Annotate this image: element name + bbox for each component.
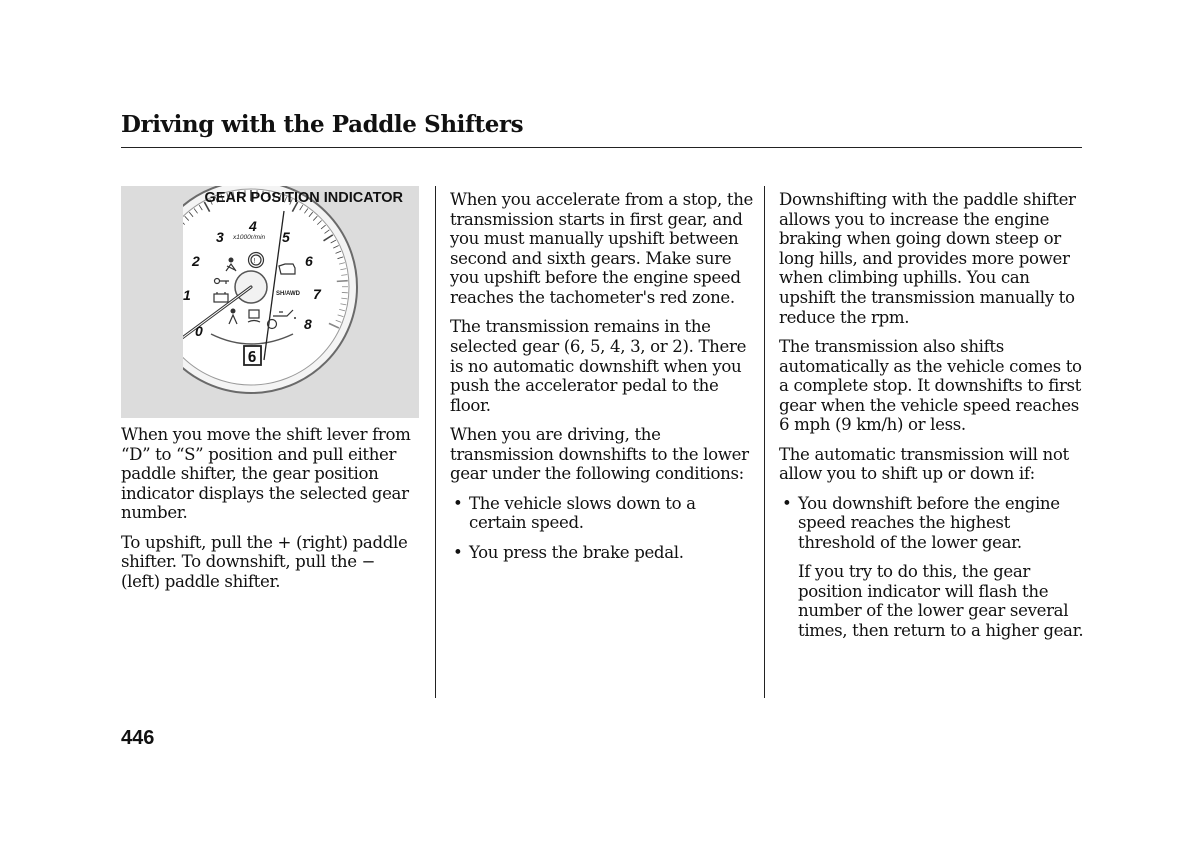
paragraph: When you are driving, the transmission downshifts to the lower gear under the following conditions: (450, 425, 749, 484)
tick-mark (159, 257, 165, 259)
tick-mark (161, 251, 167, 253)
title-rule (121, 147, 1082, 148)
tachometer-illustration (121, 186, 419, 418)
tick-mark (166, 240, 171, 243)
bullet-item: • The vehicle slows down to a certain speed. (453, 493, 696, 533)
paragraph: Downshifting with the paddle shifter allows you to increase the engine braking when going down steep or long hills, and provides more power when climbing uphills. You can upshift the transmission manually to reduce the rpm. (779, 190, 1076, 327)
tick-mark (159, 315, 165, 317)
scale-number-3: 3 (216, 229, 224, 245)
tick-mark (155, 275, 161, 276)
tick-mark (156, 269, 162, 270)
scale-number-5: 5 (282, 229, 290, 245)
bullet-dot: • (453, 542, 463, 562)
svg-text:!: ! (253, 258, 256, 265)
column-3 (779, 190, 1084, 650)
column-divider-left (435, 186, 436, 698)
bullet-dot: • (782, 493, 792, 513)
scale-number-2: 2 (192, 253, 200, 269)
column-2 (450, 190, 755, 572)
column-1 (121, 425, 421, 601)
paragraph: When you move the shift lever from “D” to “S” position and pull either paddle shifter, the gear position indicator displays the selected gear number. (121, 425, 411, 523)
tick-mark (161, 320, 167, 322)
scale-number-6: 6 (305, 253, 313, 269)
tick-mark (157, 309, 163, 310)
tick-mark (154, 281, 165, 282)
page-number: 446 (121, 727, 155, 749)
indented-paragraph: If you try to do this, the gear position indicator will flash the number of the lower gear several times, then return to a higher gear. (798, 562, 1084, 641)
tick-mark (163, 246, 168, 249)
tick-mark (169, 235, 178, 241)
bullet-item: • You press the brake pedal. (453, 542, 684, 562)
section-title: Driving with the Paddle Shifters (121, 111, 524, 138)
paragraph: The transmission remains in the selected gear (6, 5, 4, 3, or 2). There is no automatic downshift when you push the accelerator pedal to the floor. (450, 317, 747, 415)
tick-mark (337, 281, 348, 282)
scale-number-8: 8 (304, 316, 312, 332)
scale-number-1: 1 (183, 287, 191, 303)
tick-mark (176, 225, 181, 229)
paragraph: The automatic transmission will not allow you to shift up or down if: (779, 444, 1069, 484)
bullet-item: • You downshift before the engine speed reaches the highest threshold of the lower gear. (782, 493, 1060, 552)
column-divider-right (764, 186, 765, 698)
gear-indicator-figure (121, 186, 419, 418)
scale-number-0: 0 (195, 323, 203, 339)
figure-caption: GEAR POSITION INDICATOR (204, 190, 403, 206)
scale-number-4: 4 (249, 218, 257, 234)
gear-display-number: 6 (247, 348, 257, 366)
tick-mark (157, 263, 163, 265)
paragraph: When you accelerate from a stop, the transmission starts in first gear, and you must manually upshift between second and sixth gears. Make sure you upshift before the engine speed reaches the tachometer's red zone. (450, 190, 754, 307)
sh-awd-label: SH/AWD (276, 291, 300, 297)
scale-number-7: 7 (313, 286, 321, 302)
tick-mark (156, 304, 162, 305)
paragraph: The transmission also shifts automatically as the vehicle comes to a complete stop. It downshifts to first gear when the vehicle speed reaches 6 mph (9 km/h) or less. (779, 336, 1082, 435)
unit-label: x1000r/min (233, 234, 266, 241)
tick-mark (155, 298, 161, 299)
paragraph: To upshift, pull the + (right) paddle shifter. To downshift, pull the − (left) paddle shifter. (121, 532, 408, 591)
tick-mark (163, 323, 173, 328)
tick-mark (173, 230, 178, 234)
bullet-dot: • (453, 493, 463, 513)
